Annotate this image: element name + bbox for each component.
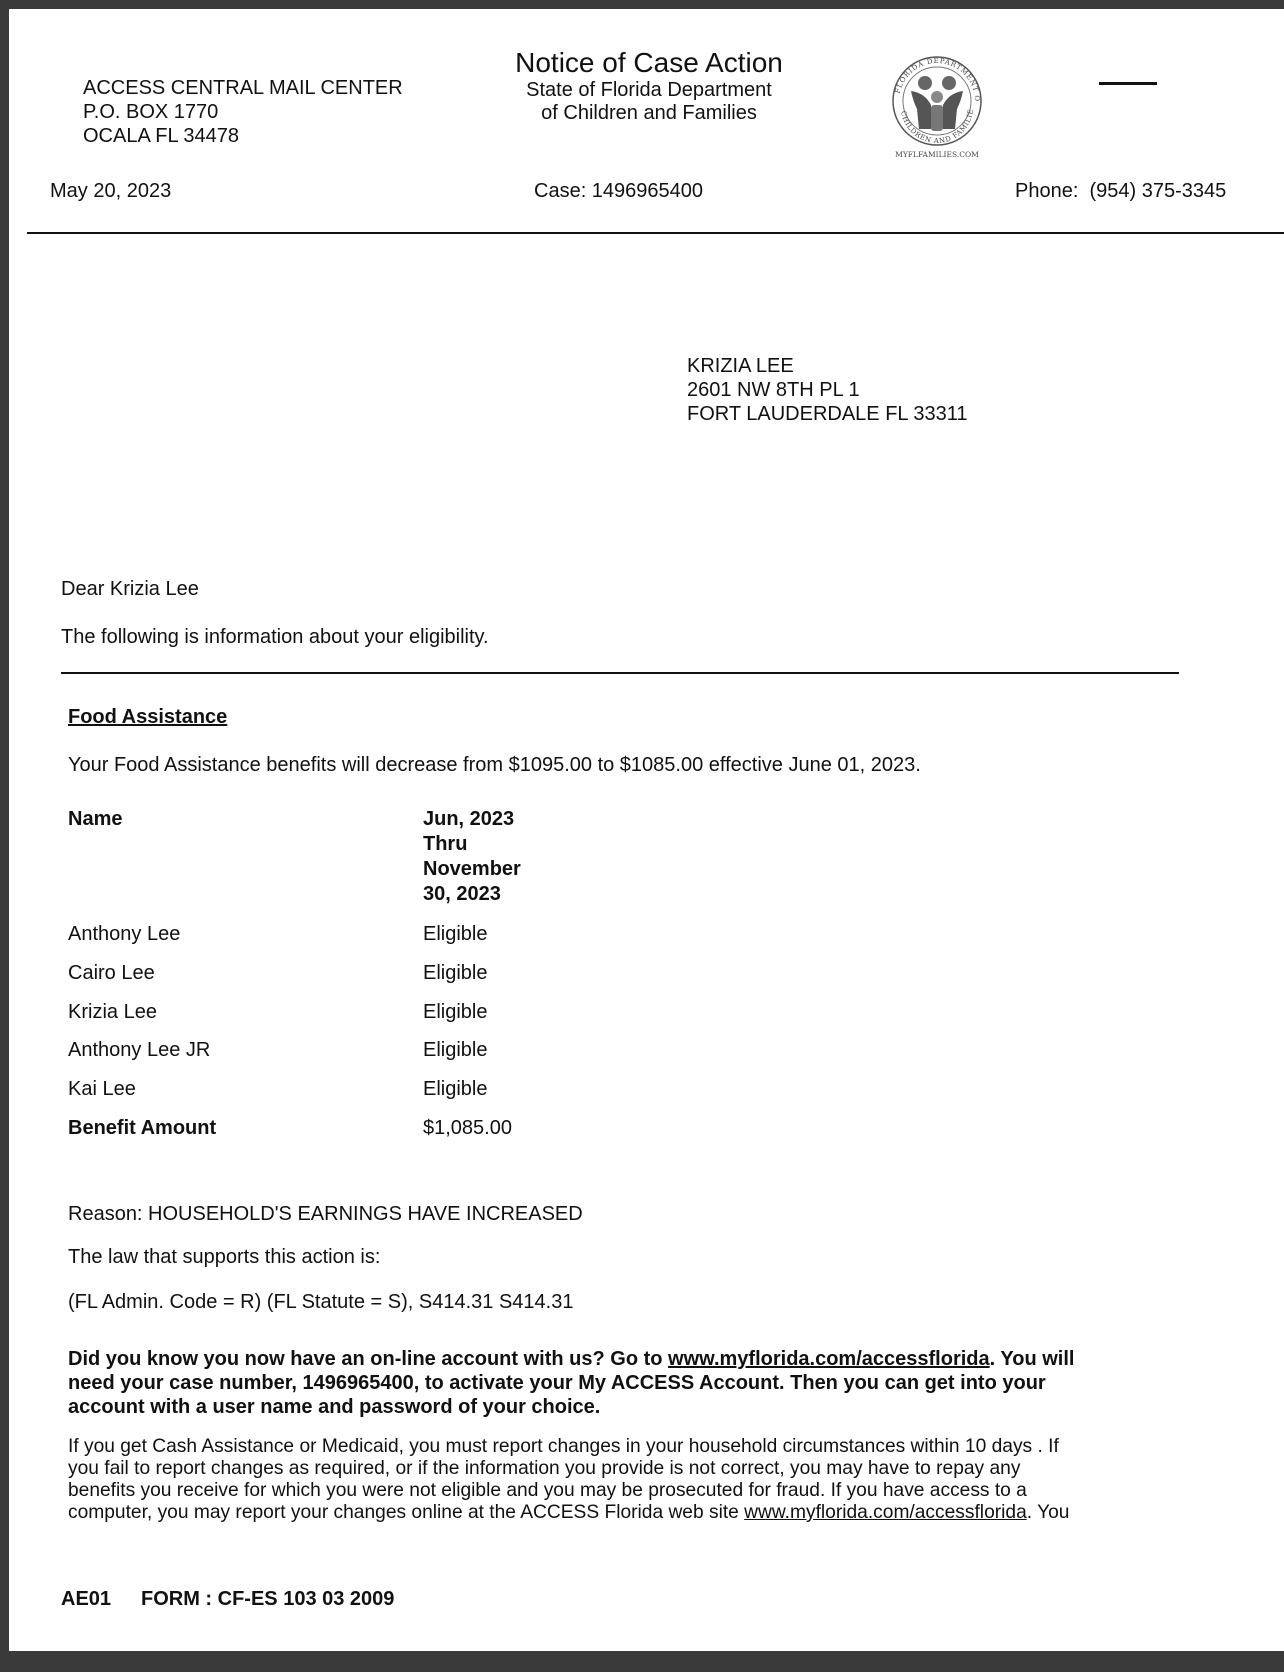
notice-page bbox=[9, 9, 1284, 1651]
section-divider bbox=[61, 672, 1179, 674]
svg-text:CHILDREN AND FAMILIES: CHILDREN AND FAMILIE bbox=[899, 108, 976, 146]
notice-line: need your case number, 1496965400, to activate your My ACCESS Account. Then you can get into your bbox=[68, 1372, 1046, 1394]
benefit-amount-label: Benefit Amount bbox=[68, 1117, 217, 1139]
accessflorida-link[interactable]: www.myflorida.com/accessflorida bbox=[668, 1348, 990, 1370]
dcf-seal-logo bbox=[881, 53, 993, 168]
notice-title-block bbox=[459, 47, 839, 125]
greeting: Dear Krizia Lee bbox=[61, 578, 199, 600]
header-divider bbox=[27, 232, 1284, 234]
notice-title: Notice of Case Action bbox=[515, 47, 783, 78]
section-title: Food Assistance bbox=[68, 706, 228, 728]
table-row-name: Anthony Lee bbox=[68, 923, 181, 945]
table-row-name: Krizia Lee bbox=[68, 1001, 157, 1023]
benefit-summary: Your Food Assistance benefits will decrease from $1095.00 to $1085.00 effective June 01, 2023. bbox=[68, 754, 921, 776]
recipient-address bbox=[687, 354, 968, 426]
accessflorida-link[interactable]: www.myflorida.com/accessflorida bbox=[744, 1502, 1027, 1523]
footer-form: FORM : CF-ES 103 03 2009 bbox=[141, 1588, 395, 1610]
report-text: computer, you may report your changes online at the ACCESS Florida web site bbox=[68, 1502, 745, 1523]
table-header-period bbox=[423, 807, 521, 907]
table-row-name: Kai Lee bbox=[68, 1078, 136, 1100]
reason-text: Reason: HOUSEHOLD'S EARNINGS HAVE INCREASED bbox=[68, 1203, 583, 1225]
period-line: Thru bbox=[423, 833, 468, 855]
notice-text: . You will bbox=[989, 1348, 1075, 1370]
notice-subtitle-line: of Children and Families bbox=[541, 102, 757, 124]
period-line: 30, 2023 bbox=[423, 883, 501, 905]
report-line: If you get Cash Assistance or Medicaid, you must report changes in your household circumstances within 10 days . If bbox=[68, 1436, 1059, 1457]
benefit-amount-value: $1,085.00 bbox=[423, 1117, 512, 1139]
intro-text: The following is information about your eligibility. bbox=[61, 626, 489, 648]
table-header-name: Name bbox=[68, 808, 123, 830]
table-row-status: Eligible bbox=[423, 923, 488, 945]
notice-subtitle-line: State of Florida Department bbox=[526, 79, 772, 101]
sender-address bbox=[83, 76, 403, 148]
online-account-notice bbox=[68, 1347, 1178, 1419]
sender-line: ACCESS CENTRAL MAIL CENTER bbox=[83, 77, 403, 99]
notice-date: May 20, 2023 bbox=[50, 180, 172, 202]
report-line: benefits you receive for which you were not eligible and you may be prosecuted for fraud. If you have access to a bbox=[68, 1480, 1027, 1501]
table-row-name: Cairo Lee bbox=[68, 962, 155, 984]
case-number: Case: 1496965400 bbox=[534, 180, 704, 202]
svg-text:FLORIDA DEPARTMENT OF: FLORIDA DEPARTMENT O bbox=[893, 56, 982, 103]
notice-line: account with a user name and password of your choice. bbox=[68, 1396, 601, 1418]
report-line bbox=[68, 1502, 1188, 1524]
seal-url-text: MYFLFAMILIES.COM bbox=[895, 150, 979, 159]
phone-number: (954) 375-3345 bbox=[1089, 180, 1227, 202]
period-line: November bbox=[423, 858, 521, 880]
phone-label: Phone: bbox=[1015, 180, 1079, 202]
sender-line: P.O. BOX 1770 bbox=[83, 101, 219, 123]
footer-code: AE01 bbox=[61, 1588, 112, 1610]
recipient-line: FORT LAUDERDALE FL 33311 bbox=[687, 403, 968, 425]
reporting-notice bbox=[68, 1436, 1188, 1524]
report-line: you fail to report changes as required, or if the information you provide is not correct, you may have to repay any bbox=[68, 1458, 1021, 1479]
table-row-status: Eligible bbox=[423, 1039, 488, 1061]
header-dash bbox=[1099, 82, 1157, 85]
law-intro: The law that supports this action is: bbox=[68, 1246, 381, 1268]
recipient-line: KRIZIA LEE bbox=[687, 355, 794, 377]
table-row-name: Anthony Lee JR bbox=[68, 1039, 211, 1061]
table-row-status: Eligible bbox=[423, 1078, 488, 1100]
table-row-status: Eligible bbox=[423, 1001, 488, 1023]
notice-line bbox=[68, 1347, 1178, 1371]
recipient-line: 2601 NW 8TH PL 1 bbox=[687, 379, 860, 401]
phone-block bbox=[1015, 179, 1226, 203]
report-text: . You bbox=[1026, 1502, 1070, 1523]
table-row-status: Eligible bbox=[423, 962, 488, 984]
sender-line: OCALA FL 34478 bbox=[83, 125, 240, 147]
period-line: Jun, 2023 bbox=[423, 808, 515, 830]
notice-text: Did you know you now have an on-line account with us? Go to bbox=[68, 1348, 669, 1370]
law-citation: (FL Admin. Code = R) (FL Statute = S), S414.31 S414.31 bbox=[68, 1291, 574, 1313]
